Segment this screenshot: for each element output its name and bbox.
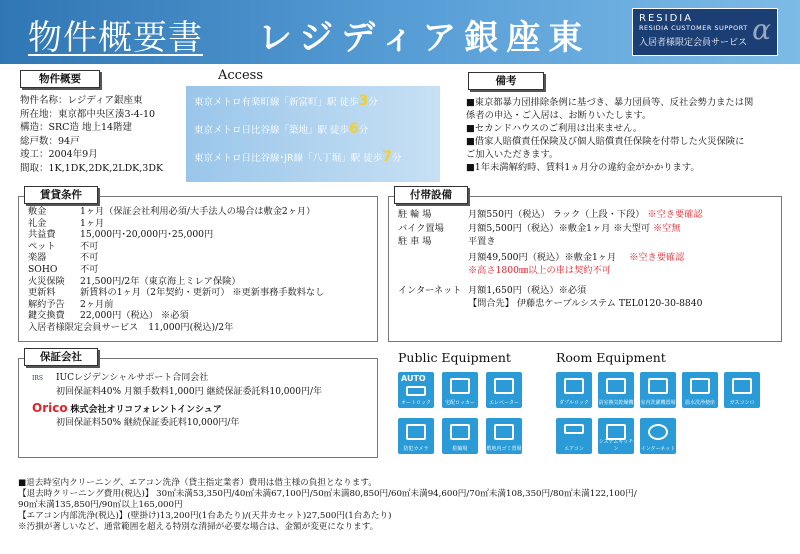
rent-row: 鍵交換費 22,000円（税込） ※必須 — [28, 310, 189, 322]
guarantor-list: IRS IUCレジデンシャルサポート合同会社 初回保証料40% 月額手数料1,000円 継続保証委託料10,000円/年 Orico 株式会社オリコフォレントインシュア 初回保証料50% 継続保証委託料10,000円/年 — [32, 373, 323, 428]
logo-service: 入居者様限定会員サービス — [639, 38, 748, 48]
alpha-logo-mark: α — [752, 13, 771, 46]
public-equipment-heading: Public Equipment — [398, 350, 511, 365]
residia-logo — [632, 8, 778, 56]
system-kitchen-icon: システムキッチン — [598, 418, 634, 454]
facility-table: 駐 輪 場 月額550円（税込） ラック（上段・下段） ※空き要確認 バイク置場 月額5,500円（税込）※敷金1ヶ月 ※大型可 ※空無 駐 車 場 平置き 月額49,500円（税込）※敷金1ヶ月 ※空き要確認 ※高さ1800㎜以上の車は契約不可 インターネット 月額1,650円（税込）※必須 【問合先】 伊藤忠ケーブルシステム TEL0120-30-8840 — [398, 209, 703, 309]
access-box — [186, 86, 440, 182]
auto-lock-icon: AUTO オートロック — [398, 372, 434, 408]
footer-line: ※汚損が著しいなど、通常範囲を超える特別な清掃が必要な場合は、金額が変更になります。 — [18, 522, 379, 532]
facility-park: 駐 車 場 平置き — [398, 236, 496, 247]
overview-line: 間取：1K,1DK,2DK,2LDK,3DK — [20, 162, 164, 174]
rent-row: 敷金 1ヶ月（保証会社利用必須/大手法人の場合は敷金2ヶ月） — [28, 206, 316, 217]
washing-space-icon: 室内洗濯機置場 — [640, 372, 676, 408]
bicycle-parking-icon: 駐輪場 — [442, 418, 478, 454]
rent-row: 更新料 新賃料の1ヶ月（2年契約・更新可） ※更新事務手数料なし — [28, 287, 325, 299]
room-equipment-grid — [556, 372, 782, 454]
notes-list — [466, 96, 753, 174]
notes-line: ■東京都暴力団排除条例に基づき、暴力団員等、反社会勢力または関 — [466, 97, 754, 108]
overview-list — [20, 94, 163, 175]
overview-line: 所在地：東京都中央区湊3-4-10 — [20, 108, 156, 120]
notes-label: 備考 — [468, 72, 544, 90]
rent-row: SOHO 不可 — [28, 263, 99, 275]
logo-brand: RESIDIA — [639, 13, 694, 24]
bathroom-dryer-icon: 浴室換気乾燥機 — [598, 372, 634, 408]
facility-moto: バイク置場 月額5,500円（税込）※敷金1ヶ月 ※大型可 ※空無 — [398, 222, 681, 234]
shower-toilet-icon: 温水洗浄便座 — [682, 372, 718, 408]
notes-line: ■セカンドハウスのご利用は出来ません。 — [466, 123, 643, 134]
guarantor-label: 保証会社 — [24, 348, 98, 366]
overview-line: 物件名称：レジディア銀座東 — [20, 95, 143, 106]
overview-line: 竣工：2004年9月 — [20, 149, 98, 160]
rent-table — [28, 206, 324, 334]
gas-stove-icon: ガスコンロ — [724, 372, 760, 408]
elevator-icon: エレベーター — [486, 372, 522, 408]
trash-box-icon: 敷地内ゴミ置場 — [486, 418, 522, 454]
footer-line: 【エアコン内部洗浄(税込)】(壁掛け)13,200円(1台あたり)/(天井カセット)27,500円(1台あたり) — [18, 511, 392, 521]
footer-line: ■退去時室内クリーニング、エアコン洗浄（貸主指定業者）費用は借主様の負担となります。 — [18, 478, 377, 488]
footer-line: 【退去時クリーニング費用(税込)】 30㎡未満53,350円/40㎡未満67,100円/50㎡未満80,850円/60㎡未満94,600円/70㎡未満108,350円/80㎡未満122,100円/ — [18, 489, 637, 499]
notes-line: ご加入いただきます。 — [466, 149, 559, 160]
access-row: 東京メトロ有楽町線「新富町」駅 徒歩3分 — [194, 93, 378, 109]
double-lock-icon: ダブルロック — [556, 372, 592, 408]
rent-row: 共益費 15,000円･20,000円･25,000円 — [28, 229, 214, 241]
notes-line: 係者の申込・ご入居は、お断りいたします。 — [466, 110, 652, 121]
page-title: 物件概要書 — [28, 18, 203, 58]
delivery-locker-icon: 宅配ロッカー — [442, 372, 478, 408]
overview-line: 構造：SRC造 地上14階建 — [20, 122, 133, 133]
access-row: 東京メトロ日比谷線「築地」駅 徒歩6分 — [194, 121, 369, 137]
facility-bike: 駐 輪 場 月額550円（税込） ラック（上段・下段） ※空き要確認 — [398, 209, 703, 220]
security-camera-icon: 防犯カメラ — [398, 418, 434, 454]
notes-line: ■借家人賠償責任保険及び個人賠償責任保険を付帯した火災保険に — [466, 136, 745, 147]
orico-logo: Orico — [32, 401, 68, 415]
facility-net: インターネット 月額1,650円（税込）※必須 — [398, 284, 587, 296]
rent-row: 入居者様限定会員サービス 11,000円(税込)/2年 — [28, 321, 234, 333]
access-row: 東京メトロ日比谷線･JR線「八丁堀」駅 徒歩7分 — [194, 149, 402, 165]
aircon-icon: エアコン — [556, 418, 592, 454]
rent-label: 賃貸条件 — [24, 186, 98, 204]
logo-sub: RESIDIA CUSTOMER SUPPORT — [639, 24, 748, 32]
overview-label: 物件概要 — [20, 70, 100, 88]
rent-row: 解約予告 2ヶ月前 — [28, 298, 114, 310]
overview-line: 総戸数：94戸 — [20, 135, 80, 147]
facility-label: 付帯設備 — [394, 186, 468, 204]
rent-row: ペット 不可 — [28, 240, 99, 252]
rent-row: 礼金 1ヶ月 — [28, 217, 105, 229]
rent-row: 楽器 不可 — [28, 252, 99, 264]
room-equipment-heading: Room Equipment — [556, 350, 666, 365]
public-equipment-grid — [398, 372, 548, 454]
access-heading: Access — [218, 68, 263, 83]
rent-row: 火災保険 21,500円/2年（東京海上ミレア保険） — [28, 275, 241, 287]
property-name: レジディア銀座東 — [258, 18, 591, 58]
footer-notes — [18, 478, 637, 533]
footer-line: 90㎡未満135,850円/90㎡以上165,000円 — [18, 500, 183, 510]
irs-logo: IRS — [32, 375, 43, 382]
internet-icon: インターネット — [640, 418, 676, 454]
notes-line: ■1年未満解約時、賃料1ヵ月分の違約金がかかります。 — [466, 162, 700, 173]
